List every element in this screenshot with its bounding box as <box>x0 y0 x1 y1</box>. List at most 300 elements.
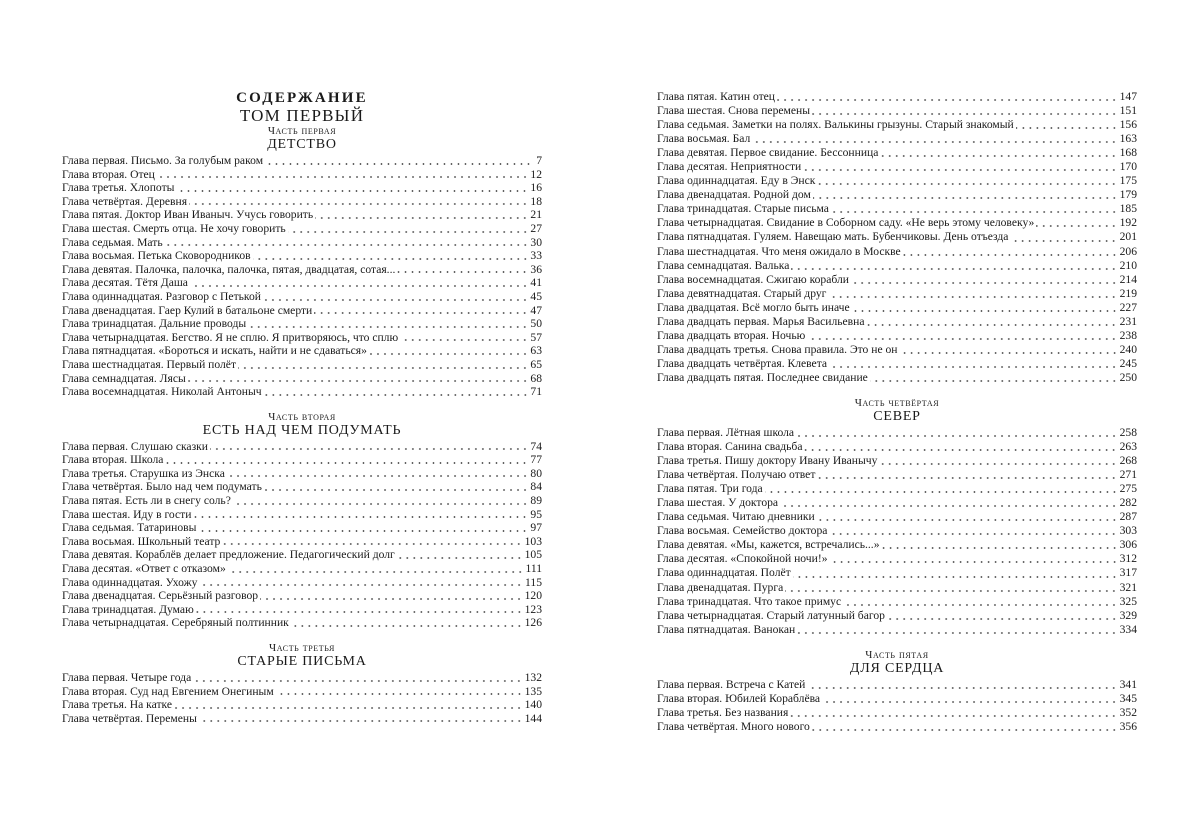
page-number: 156 <box>1119 118 1137 132</box>
toc-entry[interactable] <box>62 154 542 168</box>
dot-leader <box>188 380 529 382</box>
chapter-title: Глава вторая. Юбилей Кораблёва <box>657 691 821 705</box>
dot-leader <box>291 625 523 627</box>
toc-entry[interactable] <box>657 371 1137 385</box>
dot-leader <box>228 571 524 573</box>
dot-leader <box>189 203 528 205</box>
page-number: 210 <box>1119 258 1137 272</box>
chapter-title: Глава четвёртая. Было над чем подумать <box>62 480 262 494</box>
page-number: 185 <box>1119 202 1137 216</box>
chapter-title: Глава двадцать вторая. Ночью <box>657 328 806 342</box>
chapter-title: Глава двадцать четвёртая. Клевета <box>657 356 828 370</box>
chapter-title: Глава двадцать первая. Марья Васильевна <box>657 314 865 328</box>
dot-leader <box>233 503 529 505</box>
toc-entry[interactable] <box>657 230 1137 244</box>
chapter-title: Глава вторая. Санина свадьба <box>657 440 803 454</box>
toc-entry[interactable] <box>62 263 542 277</box>
chapter-title: Глава десятая. Неприятности <box>657 160 802 174</box>
chapter-title: Глава девятая. Первое свидание. Бессонница <box>657 146 879 160</box>
chapter-title: Глава двенадцатая. Пурга <box>657 580 784 594</box>
part-title: ЕСТЬ НАД ЧЕМ ПОДУМАТЬ <box>202 422 402 438</box>
page-number: 115 <box>525 575 542 589</box>
chapter-title: Глава восьмая. Семейство доктора <box>657 524 828 538</box>
chapter-title: Глава четвёртая. Много нового <box>657 719 810 733</box>
toc-entry[interactable] <box>62 521 542 535</box>
chapter-title: Глава тринадцатая. Дальние проводы <box>62 317 247 331</box>
part-label: Часть третья <box>269 642 335 654</box>
toc-entry[interactable] <box>657 287 1137 301</box>
chapter-title: Глава седьмая. Мать <box>62 235 163 249</box>
chapter-title: Глава двадцать пятая. Последнее свидание <box>657 370 868 384</box>
left-page <box>62 90 542 725</box>
toc-entry[interactable] <box>62 168 542 182</box>
page-number: 325 <box>1119 594 1137 608</box>
chapter-title: Глава седьмая. Татариновы <box>62 521 197 535</box>
dot-leader <box>790 715 1117 717</box>
toc-entry[interactable] <box>62 358 542 372</box>
toc-entry[interactable] <box>657 468 1137 482</box>
toc-entry[interactable] <box>657 623 1137 637</box>
chapter-title: Глава шестая. У доктора <box>657 496 779 510</box>
page-number: 334 <box>1119 622 1137 636</box>
dot-leader <box>797 632 1117 634</box>
dot-leader <box>264 394 529 396</box>
page-number: 201 <box>1119 230 1137 244</box>
page-number: 47 <box>530 303 542 317</box>
page-number: 263 <box>1119 440 1137 454</box>
dot-leader <box>369 353 528 355</box>
toc-entry[interactable] <box>657 188 1137 202</box>
toc-entry[interactable] <box>657 566 1137 580</box>
toc-entry[interactable] <box>62 317 542 331</box>
page-number: 12 <box>530 167 542 181</box>
dot-leader <box>903 254 1118 256</box>
toc-entry[interactable] <box>657 357 1137 371</box>
chapter-title: Глава вторая. Школа <box>62 453 164 467</box>
page-number: 18 <box>530 194 542 208</box>
chapter-title: Глава пятнадцатая. Гуляем. Навещаю мать. Бубенчиковы. День отъезда <box>657 230 1009 244</box>
toc-entry[interactable] <box>62 671 542 685</box>
page-number: 123 <box>524 602 542 616</box>
toc-entry[interactable] <box>657 90 1137 104</box>
toc-entry[interactable] <box>657 343 1137 357</box>
volume-title: ТОМ ПЕРВЫЙ <box>239 106 365 125</box>
page-number: 287 <box>1119 510 1137 524</box>
toc-entry[interactable] <box>62 698 542 712</box>
toc-entry[interactable] <box>657 315 1137 329</box>
chapter-title: Глава четырнадцатая. Старый латунный багор <box>657 608 885 622</box>
page-number: 36 <box>530 262 542 276</box>
dot-leader <box>248 326 528 328</box>
chapter-title: Глава шестнадцатая. Что меня ожидало в Москве <box>657 244 901 258</box>
toc-entry[interactable] <box>62 304 542 318</box>
toc-entry[interactable] <box>657 174 1137 188</box>
dot-leader <box>880 155 1117 157</box>
toc-entry[interactable] <box>657 259 1137 273</box>
dot-leader <box>879 463 1117 465</box>
toc-entry[interactable] <box>657 160 1137 174</box>
page-number: 321 <box>1119 580 1137 594</box>
page-number: 77 <box>530 453 542 467</box>
page-number: 65 <box>530 357 542 371</box>
toc-entry[interactable] <box>62 222 542 236</box>
toc-entry[interactable] <box>657 706 1137 720</box>
chapter-title: Глава девятая. «Мы, кажется, встречались...» <box>657 538 880 552</box>
page-number: 89 <box>530 494 542 508</box>
page-number: 80 <box>530 466 542 480</box>
toc-entry[interactable] <box>657 482 1137 496</box>
dot-leader <box>264 489 529 491</box>
toc-entry[interactable] <box>62 453 542 467</box>
page-number: 140 <box>524 698 542 712</box>
toc-entry[interactable] <box>62 467 542 481</box>
dot-leader <box>843 604 1117 606</box>
page-number: 329 <box>1119 608 1137 622</box>
page-number: 21 <box>530 208 542 222</box>
toc-entry[interactable] <box>657 104 1137 118</box>
toc-entry[interactable] <box>657 216 1137 230</box>
part-title: ДЛЯ СЕРДЦА <box>849 660 945 676</box>
toc-entry[interactable] <box>657 301 1137 315</box>
toc-entry[interactable] <box>62 562 542 576</box>
dot-leader <box>752 141 1117 143</box>
dot-leader <box>400 339 528 341</box>
chapter-title: Глава десятая. «Спокойной ночи!» <box>657 552 828 566</box>
dot-leader <box>851 282 1118 284</box>
page-number: 95 <box>530 507 542 521</box>
part-label: Часть пятая <box>865 648 929 661</box>
chapter-title: Глава пятая. Три года <box>657 482 763 496</box>
dot-leader <box>227 475 529 477</box>
chapter-list <box>657 426 1137 637</box>
page-number: 71 <box>530 385 542 399</box>
page-number: 175 <box>1119 174 1137 188</box>
toc-entry[interactable] <box>62 494 542 508</box>
dot-leader <box>199 584 523 586</box>
chapter-title: Глава восемнадцатая. Николай Антоныч <box>62 385 262 399</box>
dot-leader <box>817 519 1118 521</box>
dot-leader <box>176 190 528 192</box>
page-number: 227 <box>1119 300 1137 314</box>
toc-entry[interactable] <box>62 290 542 304</box>
chapter-title: Глава четвёртая. Получаю ответ <box>657 468 816 482</box>
toc-entry[interactable] <box>657 118 1137 132</box>
page-number: 30 <box>530 235 542 249</box>
dot-leader <box>817 183 1117 185</box>
dot-leader <box>397 557 523 559</box>
page-number: 231 <box>1119 314 1137 328</box>
dot-leader <box>900 352 1118 354</box>
toc-entry[interactable] <box>62 616 542 630</box>
page-number: 192 <box>1119 216 1137 230</box>
toc-entry[interactable] <box>62 385 542 399</box>
toc-entry[interactable] <box>657 454 1137 468</box>
toc-entry[interactable] <box>62 344 542 358</box>
dot-leader <box>829 533 1117 535</box>
toc-entry[interactable] <box>62 508 542 522</box>
dot-leader <box>812 113 1118 115</box>
page-number: 179 <box>1119 188 1137 202</box>
chapter-title: Глава девятнадцатая. Старый друг <box>657 286 827 300</box>
part-title: ДЕТСТВО <box>267 137 337 152</box>
toc-entry[interactable] <box>62 712 542 726</box>
chapter-title: Глава шестая. Снова перемены <box>657 104 810 118</box>
toc-entry[interactable] <box>657 245 1137 259</box>
page-number: 16 <box>530 181 542 195</box>
dot-leader <box>1016 127 1118 129</box>
page-number: 317 <box>1119 566 1137 580</box>
dot-leader <box>253 258 529 260</box>
page-number: 306 <box>1119 538 1137 552</box>
toc-entry[interactable] <box>657 273 1137 287</box>
page-number: 97 <box>530 521 542 535</box>
page-number: 120 <box>524 589 542 603</box>
dot-leader <box>817 477 1117 479</box>
page-number: 27 <box>530 221 542 235</box>
chapter-title: Глава вторая. Суд над Евгением Онегиным <box>62 684 274 698</box>
dot-leader <box>804 449 1117 451</box>
page-number: 206 <box>1119 244 1137 258</box>
toc-entry[interactable] <box>657 720 1137 734</box>
chapter-title: Глава двенадцатая. Серьёзный разговор <box>62 589 259 603</box>
chapter-title: Глава вторая. Отец <box>62 167 155 181</box>
toc-entry[interactable] <box>657 524 1137 538</box>
toc-entry[interactable] <box>62 372 542 386</box>
dot-leader <box>276 693 523 695</box>
dot-leader <box>397 271 528 273</box>
chapter-title: Глава шестая. Иду в гости <box>62 507 192 521</box>
chapter-title: Глава седьмая. Заметки на полях. Валькины грызуны. Старый знакомый <box>657 118 1014 132</box>
toc-entry[interactable] <box>657 595 1137 609</box>
dot-leader <box>807 687 1117 689</box>
toc-entry[interactable] <box>62 208 542 222</box>
page-number: 151 <box>1119 104 1137 118</box>
toc-entry[interactable] <box>62 603 542 617</box>
page-number: 144 <box>524 711 542 725</box>
chapter-title: Глава третья. Старушка из Энска <box>62 466 225 480</box>
chapter-title: Глава четырнадцатая. Свидание в Соборном саду. «Не верь этому человеку» <box>657 216 1035 230</box>
toc-entry[interactable] <box>62 535 542 549</box>
dot-leader <box>260 598 523 600</box>
chapter-title: Глава третья. Пишу доктору Ивану Иванычу <box>657 454 878 468</box>
page-number: 33 <box>530 249 542 263</box>
dot-leader <box>198 530 528 532</box>
page-number: 238 <box>1119 328 1137 342</box>
chapter-title: Глава первая. Письмо. За голубым раком <box>62 154 264 167</box>
chapter-title: Глава третья. Хлопоты <box>62 181 175 195</box>
page-number: 271 <box>1119 468 1137 482</box>
page-number: 303 <box>1119 524 1137 538</box>
toc-entry[interactable] <box>657 609 1137 623</box>
chapter-title: Глава третья. На катке <box>62 698 173 712</box>
chapter-list <box>62 440 542 630</box>
dot-leader <box>1010 240 1117 242</box>
toc-entry[interactable] <box>657 146 1137 160</box>
dot-leader <box>785 590 1117 592</box>
chapter-title: Глава шестнадцатая. Первый полёт <box>62 357 237 371</box>
page-number: 84 <box>530 480 542 494</box>
page-number: 341 <box>1119 677 1137 691</box>
chapter-title: Глава восьмая. Школьный театр <box>62 534 221 548</box>
chapter-title: Глава четырнадцатая. Серебряный полтинник <box>62 616 289 630</box>
toc-entry[interactable] <box>62 480 542 494</box>
toc-entry[interactable] <box>657 510 1137 524</box>
page-number: 356 <box>1119 719 1137 733</box>
chapter-title: Глава девятая. Палочка, палочка, палочка, пятая, двадцатая, сотая... <box>62 262 396 276</box>
toc-entry[interactable] <box>657 496 1137 510</box>
page-number: 219 <box>1119 286 1137 300</box>
chapter-title: Глава пятая. Есть ли в снегу соль? <box>62 494 231 508</box>
dot-leader <box>174 707 523 709</box>
toc-entry[interactable] <box>62 576 542 590</box>
chapter-title: Глава двадцатая. Всё могло быть иначе <box>657 300 850 314</box>
part-label: Часть четвёртая <box>854 396 940 409</box>
right-page <box>657 90 1137 734</box>
dot-leader <box>265 163 532 165</box>
page-number: 214 <box>1119 272 1137 286</box>
chapter-list <box>62 154 542 399</box>
chapter-title: Глава двадцать третья. Снова правила. Это не он <box>657 342 898 356</box>
chapter-list <box>657 90 1137 385</box>
part-title: СТАРЫЕ ПИСЬМА <box>237 654 367 669</box>
dot-leader <box>1036 225 1117 227</box>
toc-entry[interactable] <box>657 581 1137 595</box>
toc-entry[interactable] <box>62 331 542 345</box>
page-number: 282 <box>1119 496 1137 510</box>
dot-leader <box>812 729 1118 731</box>
chapter-title: Глава пятнадцатая. «Бороться и искать, найти и не сдаваться» <box>62 344 367 358</box>
toc-entry[interactable] <box>657 202 1137 216</box>
part-label: Часть вторая <box>268 410 336 423</box>
dot-leader <box>791 268 1117 270</box>
page-number: 345 <box>1119 691 1137 705</box>
chapter-title: Глава четвёртая. Деревня <box>62 194 188 208</box>
toc-entry[interactable] <box>657 538 1137 552</box>
dot-leader <box>830 561 1118 563</box>
chapter-title: Глава четырнадцатая. Бегство. Я не сплю. Я притворяюсь, что сплю <box>62 330 399 344</box>
dot-leader <box>263 299 528 301</box>
toc-entry[interactable] <box>62 276 542 290</box>
chapter-title: Глава восьмая. Петька Сковородников <box>62 249 251 263</box>
toc-entry[interactable] <box>62 440 542 454</box>
dot-leader <box>314 312 528 314</box>
chapter-title: Глава пятая. Катин отец <box>657 90 776 103</box>
chapter-title: Глава двенадцатая. Родной дом <box>657 188 811 202</box>
chapter-list <box>657 678 1137 734</box>
page-number: 147 <box>1119 90 1137 103</box>
toc-title: СОДЕРЖАНИЕ <box>236 90 368 106</box>
page-number: 170 <box>1119 160 1137 174</box>
toc-entry[interactable] <box>657 132 1137 146</box>
page-number: 45 <box>530 289 542 303</box>
dot-leader <box>803 169 1117 171</box>
chapter-title: Глава пятнадцатая. Ванокан <box>657 622 796 636</box>
page-number: 268 <box>1119 454 1137 468</box>
chapter-title: Глава первая. Лётная школа <box>657 425 795 439</box>
dot-leader <box>193 680 522 682</box>
page-number: 126 <box>524 616 542 630</box>
chapter-title: Глава четвёртая. Перемены <box>62 711 197 725</box>
page-number: 132 <box>524 671 542 684</box>
toc-entry[interactable] <box>657 692 1137 706</box>
dot-leader <box>315 217 528 219</box>
toc-entry[interactable] <box>62 195 542 209</box>
toc-entry[interactable] <box>62 548 542 562</box>
chapter-title: Глава двенадцатая. Гаер Кулий в батальоне смерти <box>62 303 313 317</box>
chapter-title: Глава тринадцатая. Что такое примус <box>657 594 842 608</box>
toc-entry[interactable] <box>657 552 1137 566</box>
page-number: 74 <box>530 439 542 453</box>
page-number: 275 <box>1119 482 1137 496</box>
chapter-title: Глава третья. Без названия <box>657 705 789 719</box>
toc-entry[interactable] <box>657 440 1137 454</box>
toc-entry[interactable] <box>657 678 1137 692</box>
toc-entry[interactable] <box>62 249 542 263</box>
chapter-title: Глава восемнадцатая. Сжигаю корабли <box>657 272 849 286</box>
chapter-list <box>62 671 542 725</box>
chapter-title: Глава семнадцатая. Лясы <box>62 371 186 385</box>
page-number: 7 <box>536 154 542 167</box>
dot-leader <box>870 380 1118 382</box>
page-number: 312 <box>1119 552 1137 566</box>
toc-entry[interactable] <box>657 329 1137 343</box>
dot-leader <box>852 310 1118 312</box>
chapter-title: Глава одиннадцатая. Ухожу <box>62 575 198 589</box>
chapter-title: Глава пятая. Доктор Иван Иваныч. Учусь говорить <box>62 208 314 222</box>
toc-entry[interactable] <box>62 236 542 250</box>
page-number: 57 <box>530 330 542 344</box>
toc-entry[interactable] <box>62 589 542 603</box>
dot-leader <box>780 505 1118 507</box>
dot-leader <box>196 611 523 613</box>
page-number: 41 <box>530 276 542 290</box>
page-number: 135 <box>524 684 542 698</box>
chapter-title: Глава тринадцатая. Думаю <box>62 602 194 616</box>
dot-leader <box>807 338 1117 340</box>
page-number: 250 <box>1119 370 1137 384</box>
page-number: 352 <box>1119 705 1137 719</box>
page-number: 103 <box>524 534 542 548</box>
part-label: Часть первая <box>267 125 337 137</box>
dot-leader <box>157 176 529 178</box>
page-number: 168 <box>1119 146 1137 160</box>
chapter-title: Глава первая. Четыре года <box>62 671 192 684</box>
chapter-title: Глава седьмая. Читаю дневники <box>657 510 815 524</box>
dot-leader <box>765 491 1118 493</box>
chapter-title: Глава тринадцатая. Старые письма <box>657 202 829 216</box>
dot-leader <box>793 576 1118 578</box>
page-number: 111 <box>525 562 542 576</box>
toc-entry[interactable] <box>62 685 542 699</box>
dot-leader <box>190 285 528 287</box>
dot-leader <box>829 366 1118 368</box>
chapter-title: Глава первая. Встреча с Катей <box>657 677 806 691</box>
dot-leader <box>796 435 1118 437</box>
dot-leader <box>165 244 529 246</box>
toc-entry[interactable] <box>62 181 542 195</box>
dot-leader <box>828 296 1117 298</box>
toc-entry[interactable] <box>657 426 1137 440</box>
dot-leader <box>813 197 1118 199</box>
page-number: 50 <box>530 317 542 331</box>
dot-leader <box>165 462 528 464</box>
dot-leader <box>199 720 523 722</box>
chapter-title: Глава девятая. Кораблёв делает предложение. Педагогический долг <box>62 548 395 562</box>
chapter-title: Глава первая. Слушаю сказки <box>62 439 208 453</box>
dot-leader <box>210 448 528 450</box>
page-number: 240 <box>1119 342 1137 356</box>
page-number: 68 <box>530 371 542 385</box>
